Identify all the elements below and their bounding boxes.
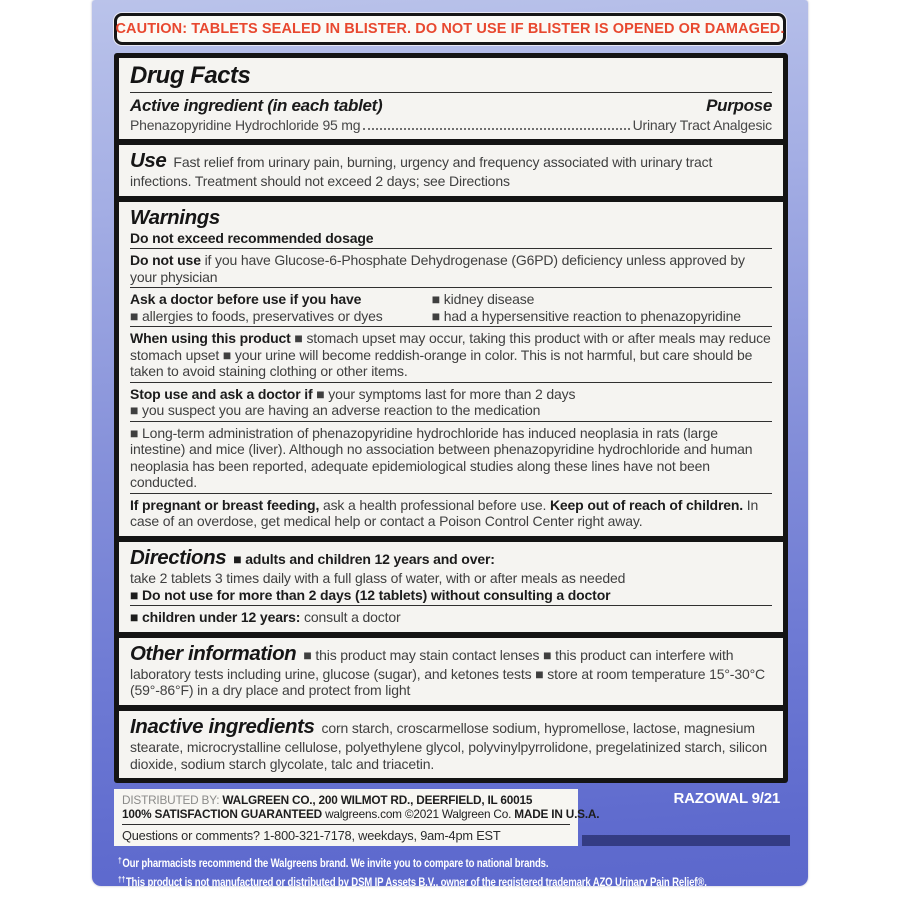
divider <box>130 248 772 249</box>
caution-text: CAUTION: TABLETS SEALED IN BLISTER. DO NOT USE IF BLISTER IS OPENED OR DAMAGED. <box>115 21 785 37</box>
footnote-trademark <box>118 873 707 891</box>
warnings-dosage-line: Do not exceed recommended dosage <box>130 229 374 246</box>
purpose-value: Urinary Tract Analgesic <box>632 117 772 133</box>
section-use <box>119 145 783 196</box>
walgreens-copyright-text: walgreens.com ©2021 Walgreen Co. <box>322 807 515 822</box>
other-information-paragraph <box>130 642 772 699</box>
active-ingredient-row <box>130 117 772 133</box>
divider <box>130 382 772 383</box>
do-not-use-paragraph <box>130 252 772 285</box>
divider <box>130 605 772 606</box>
use-heading: Use <box>130 149 167 172</box>
neoplasia-paragraph: ■ Long-term administration of phenazopyridine hydrochloride has induced neoplasia in rats (large intestine) and mice (liver). Although no association between phenazopyridine hydrochloride and human neoplasia has been reported, adequate epidemiological studies along these lines have not been conducted. <box>130 424 753 491</box>
distributor-line <box>122 793 570 807</box>
divider <box>130 287 772 288</box>
other-information-heading: Other information <box>130 641 297 665</box>
inactive-ingredients-heading: Inactive ingredients <box>130 714 315 738</box>
active-ingredient-header-row <box>130 96 772 116</box>
directions-heading: Directions <box>130 545 227 569</box>
divider <box>130 421 772 422</box>
use-paragraph <box>130 149 772 190</box>
other-information-body: ■ this product may stain contact lenses ■ this product can interfere with laboratory tests including urine, glucose (sugar), and ketones tests ■ store at room temperature 15°-30°C (59°-86°F) in a dry place and protect from light <box>130 646 766 699</box>
pregnant-bold1: If pregnant or breast feeding, <box>130 496 320 513</box>
pregnant-rest2: In case of an overdose, get medical help or contact a Poison Control Center right away. <box>130 496 759 530</box>
when-using-bold: When using this product <box>130 330 291 347</box>
navy-stripe-decoration <box>582 835 790 846</box>
warnings-heading: Warnings <box>130 205 220 229</box>
active-ingredient-heading: Active ingredient (in each tablet) <box>130 96 383 115</box>
divider <box>130 326 772 327</box>
keep-out-of-reach-bold: Keep out of reach of children. <box>549 496 744 513</box>
section-other-information <box>119 638 783 705</box>
dagger-symbol: † <box>118 855 122 866</box>
footer-row <box>114 789 788 845</box>
divider <box>130 92 772 93</box>
directions-adults-bold: ■ adults and children 12 years and over: <box>233 550 495 567</box>
ask-doctor-bullet-allergies: ■ allergies to foods, preservatives or dyes <box>130 307 383 324</box>
dotted-leader <box>363 128 629 130</box>
ask-doctor-bullet-kidney: ■ kidney disease <box>431 291 535 308</box>
section-directions <box>119 542 783 632</box>
pregnant-rest1: ask a health professional before use. <box>319 496 550 513</box>
do-not-use-rest: if you have Glucose-6-Phosphate Dehydrogenase (G6PD) deficiency unless approved by your physician <box>130 252 745 285</box>
directions-max-line: ■ Do not use for more than 2 days (12 tablets) without consulting a doctor <box>130 586 611 603</box>
ask-doctor-bullet-hypersensitive: ■ had a hypersensitive reaction to phenazopyridine <box>431 307 741 324</box>
directions-children-line <box>130 609 772 626</box>
purpose-heading: Purpose <box>706 96 772 115</box>
ask-doctor-heading: Ask a doctor before use if you have <box>130 291 362 308</box>
satisfaction-line <box>122 807 600 822</box>
directions-dose-line: take 2 tablets 3 times daily with a full glass of water, with or after meals as needed <box>130 570 626 587</box>
drug-facts-box <box>114 53 788 783</box>
directions-heading-line <box>130 546 772 570</box>
footnote-trademark-text: This product is not manufactured or distributed by DSM IP Assets B.V., owner of the registered trademark AZO Urinary Pain Relief®. <box>125 874 707 889</box>
do-not-use-bold: Do not use <box>130 252 201 269</box>
stop-use-line2: ■ you suspect you are having an adverse reaction to the medication <box>130 402 541 419</box>
stop-use-bold: Stop use and ask a doctor if <box>130 385 313 402</box>
distributed-by-label: DISTRIBUTED BY: <box>122 793 223 808</box>
section-warnings <box>119 202 783 536</box>
children-bold: ■ children under 12 years: <box>130 609 301 626</box>
footnotes <box>118 854 808 891</box>
divider <box>130 493 772 494</box>
distributor-address: WALGREEN CO., 200 WILMOT RD., DEERFIELD, IL 60015 <box>222 793 533 808</box>
made-in-usa-text: MADE IN U.S.A. <box>514 807 600 822</box>
ingredient-name: Phenazopyridine Hydrochloride 95 mg <box>130 117 361 133</box>
section-active-ingredient <box>119 58 783 139</box>
double-dagger-symbol: †† <box>118 873 126 884</box>
caution-banner <box>114 13 786 45</box>
stop-use-bullet1: ■ your symptoms last for more than 2 days <box>312 385 576 402</box>
ask-doctor-grid <box>130 291 772 324</box>
satisfaction-guaranteed-text: 100% SATISFACTION GUARANTEED <box>122 807 322 822</box>
drug-facts-title: Drug Facts <box>130 62 251 89</box>
section-inactive-ingredients <box>119 711 783 778</box>
when-using-paragraph <box>130 330 772 380</box>
lot-code: RAZOWAL 9/21 <box>673 790 780 808</box>
when-using-rest: ■ stomach upset may occur, taking this product with or after meals may reduce stomach upset ■ your urine will become reddish-orange in color. This is not harmful, but care should be taken to avoid staining clothing or other items. <box>130 330 771 380</box>
inactive-ingredients-paragraph <box>130 715 772 772</box>
footnote-pharmacists-text: Our pharmacists recommend the Walgreens brand. We invite you to compare to national brands. <box>122 856 549 871</box>
product-box-back-panel <box>92 0 808 889</box>
questions-line: Questions or comments? 1-800-321-7178, weekdays, 9am-4pm EST <box>122 824 570 844</box>
distributor-box <box>114 789 600 846</box>
children-rest: consult a doctor <box>300 609 401 626</box>
pregnant-paragraph <box>130 497 772 530</box>
stop-use-line1 <box>130 386 772 403</box>
use-body: Fast relief from urinary pain, burning, urgency and frequency associated with urinary tract infections. Treatment should not exceed 2 days; see Directions <box>130 154 713 190</box>
footnote-pharmacists <box>118 854 656 872</box>
inactive-ingredients-body: corn starch, croscarmellose sodium, hypromellose, lactose, magnesium stearate, microcrystalline cellulose, polyethylene glycol, polyvinylpyrrolidone, pregelatinized starch, silicon dioxide, sodium starch glycolate, talc and triacetin. <box>130 719 767 772</box>
